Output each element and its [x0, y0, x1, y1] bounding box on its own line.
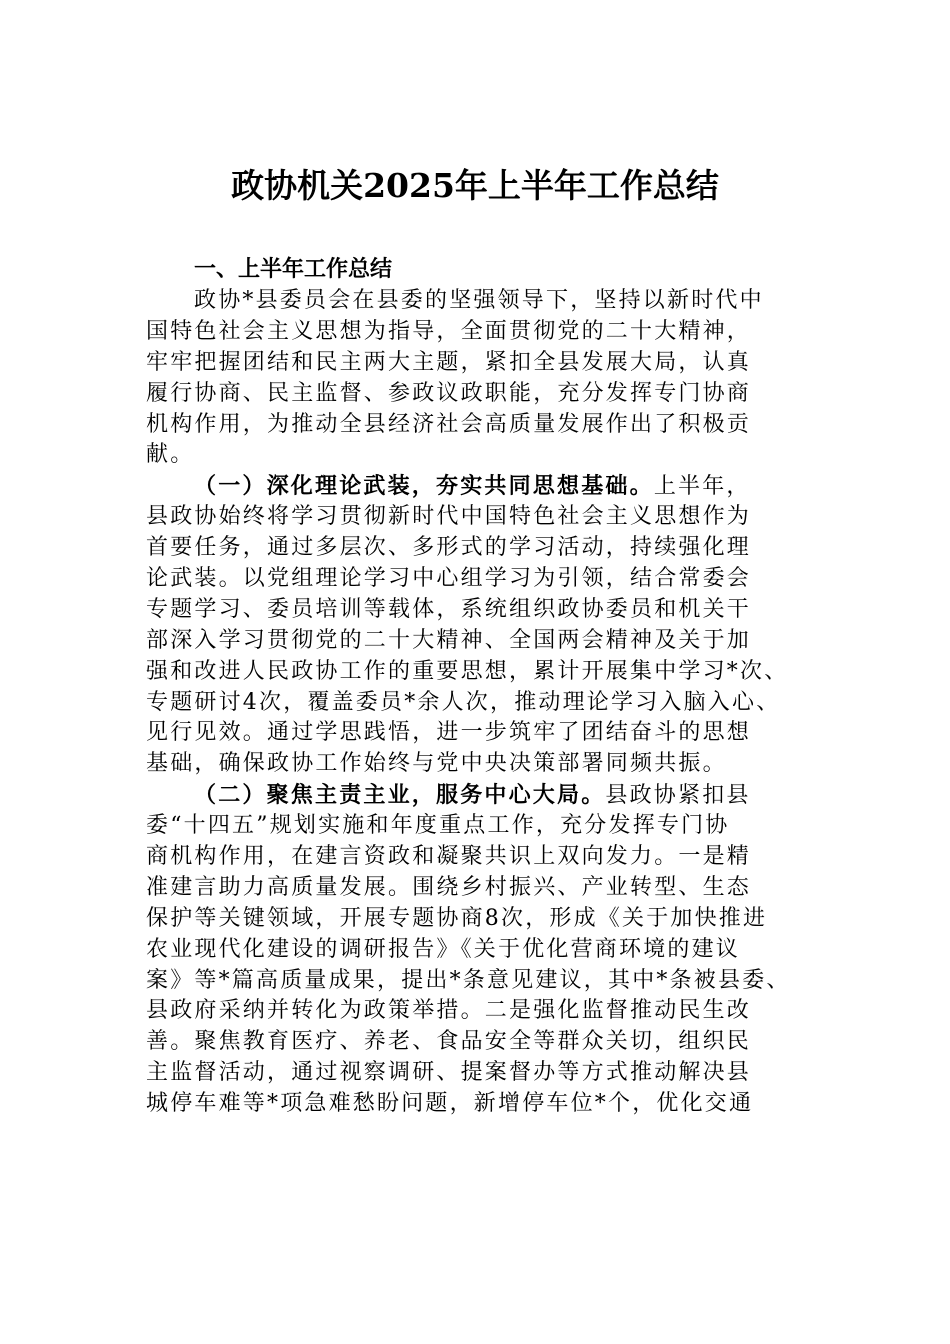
paragraph-2-line: 强和改进人民政协工作的重要思想，累计开展集中学习*次、 — [146, 658, 789, 684]
paragraph-1-line: 政协*县委员会在县委的坚强领导下，坚持以新时代中 — [194, 288, 764, 313]
paragraph-2-line: 见行见效。通过学思践悟，进一步筑牢了团结奋斗的思想 — [146, 720, 752, 746]
paragraph-3-first-line — [146, 780, 824, 811]
paragraph-3-line: 县政府采纳并转化为政策举措。二是强化监督推动民生改 — [146, 998, 752, 1024]
paragraph-3-line: 农业现代化建设的调研报告》《关于优化营商环境的建议 — [146, 936, 741, 962]
paragraph-3-lead: （二）聚焦主责主业，服务中心大局。 — [194, 782, 606, 809]
paragraph-3-line: 准建言助力高质量发展。围绕乡村振兴、产业转型、生态 — [146, 874, 752, 900]
paragraph-1-line: 国特色社会主义思想为指导，全面贯彻党的二十大精神， — [146, 318, 752, 344]
paragraph-3-line: 城停车难等*项急难愁盼问题，新增停车位*个，优化交通 — [146, 1091, 754, 1117]
document-title: 政协机关2025年上半年工作总结 — [231, 166, 719, 205]
section-heading: 一、上半年工作总结 — [194, 257, 393, 282]
paragraph-2-line: 专题研讨4次，覆盖委员*余人次，推动理论学习入脑入心、 — [146, 689, 781, 715]
paragraph-3-line: 案》等*篇高质量成果，提出*条意见建议，其中*条被县委、 — [146, 967, 791, 993]
paragraph-2-lead: （一）深化理论武装，夯实共同思想基础。 — [194, 473, 654, 500]
paragraph-2-line: 基础，确保政协工作始终与党中央决策部署同频共振。 — [146, 751, 727, 777]
paragraph-2-lead-rest: 上半年， — [653, 474, 751, 500]
paragraph-1-line: 机构作用，为推动全县经济社会高质量发展作出了积极贡 — [146, 411, 752, 437]
paragraph-3-line: 善。聚焦教育医疗、养老、食品安全等群众关切，组织民 — [146, 1029, 752, 1055]
paragraph-3-line: 商机构作用，在建言资政和凝聚共识上双向发力。一是精 — [146, 844, 752, 870]
document-body — [146, 253, 824, 1120]
paragraph-1-line: 牢牢把握团结和民主两大主题，紧扣全县发展大局，认真 — [146, 349, 752, 375]
paragraph-1-line: 献。 — [146, 442, 195, 468]
paragraph-2-line: 专题学习、委员培训等载体，系统组织政协委员和机关干 — [146, 596, 752, 622]
paragraph-3-line: 主监督活动，通过视察调研、提案督办等方式推动解决县 — [146, 1060, 752, 1086]
paragraph-3-lead-rest: 县政协紧扣县 — [605, 783, 751, 809]
paragraph-2-first-line — [146, 471, 824, 502]
paragraph-2-line: 县政协始终将学习贯彻新时代中国特色社会主义思想作为 — [146, 504, 752, 530]
paragraph-3-line: 委“十四五”规划实施和年度重点工作，充分发挥专门协 — [146, 813, 730, 839]
paragraph-2-line: 首要任务，通过多层次、多形式的学习活动，持续强化理 — [146, 535, 752, 561]
paragraph-2-line: 部深入学习贯彻党的二十大精神、全国两会精神及关于加 — [146, 627, 752, 653]
paragraph-1-line: 履行协商、民主监督、参政议政职能，充分发挥专门协商 — [146, 380, 752, 406]
paragraph-2-line: 论武装。以党组理论学习中心组学习为引领，结合常委会 — [146, 566, 752, 592]
paragraph-3-line: 保护等关键领域，开展专题协商8次，形成《关于加快推进 — [146, 905, 768, 931]
